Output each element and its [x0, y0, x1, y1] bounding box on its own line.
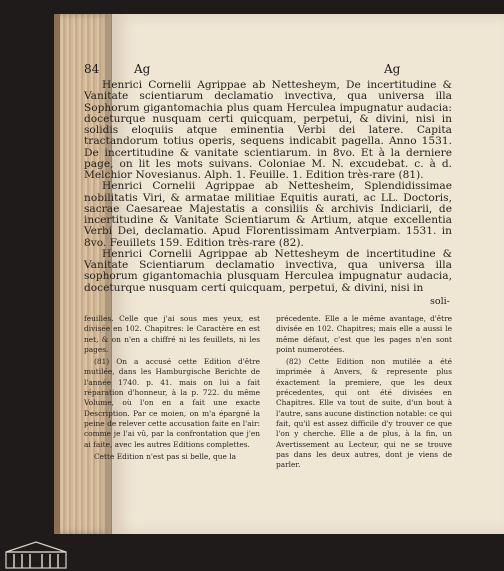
main-text: [84, 80, 452, 294]
running-head: [84, 62, 424, 76]
footnote-paragraph: précedente. Elle a le même avantage, d'être divisée en 102. Chapitres; mais elle a aussi le même défaut, c'est que les pages n'en sont point numerotées.: [276, 314, 452, 354]
running-head-left: Ag: [134, 62, 151, 76]
footnote-paragraph: Cette Edition n'est pas si belle, que la: [94, 451, 237, 461]
entry-paragraph: Henrici Cornelii Agrippae ab Nettesheym, De incertitudine & Vanitate scientiarum declamatio invectiva, qua universa illa Sophorum gigantomachia plus quam Herculea impugnatur audacia: doceturque nusquam certi quicquam, perpetui, & divini, nisi in solidis eloquiis atque eminentia Verbi dei latere. Capita tractandorum totius operis, sequens indicabit pagella. Anno 1531. De incertitudine & vanitate scientiarum. in 8vo. Et à la derniere page, on lit les mots suivans. Coloniae M. N. excudebat. c. à d. Melchior Novesianus. Alph. 1. Feuille. 1. Edition très-rare (81).: [84, 79, 452, 181]
entry-paragraph: Henrici Cornelii Agrippae ab Nettesheym de incertitudine & Vanitate Scientiarum declamatio invectiva, qua universa illa sophorum gigantomachia plusquam Herculea impugnatur audacia, doceturque nusquam certi quicquam, perpetui, & divini, nisi in: [84, 247, 452, 294]
running-head-right: Ag: [384, 62, 401, 76]
entry-paragraph: Henrici Cornelii Agrippae ab Nettesheim, Splendidissimae nobilitatis Viri, & armatae militiae Equitis aurati, ac LL. Doctoris, sacrae Caesareae Majestatis a consiliis & archivis Indiciarii, de incertitudine & Vanitate Scientiarum & Artium, atque excellentia Verbi Dei, declamatio. Apud Florentissimam Antverpiam. 1531. in 8vo. Feuillets 159. Edition très-rare (82).: [84, 180, 452, 249]
footer-strip: [0, 534, 504, 571]
footnote-column-right: [276, 314, 452, 470]
catchword: soli-: [430, 296, 450, 307]
footnote-paragraph: (81) On a accusé cette Edition d'être mutilée, dans les Hamburgische Berichte de l'année 1740. p. 41. mais on lui a fait réparation d'honneur, à la p. 722. du même Volume, où l'on en a fait une exacte Description. Par ce moien, on m'a épargné la peine de relever cette accusation faite en l'air: comme je l'ai vû, par la confrontation que j'en ai faite, avec les autres Editions complettes.: [84, 357, 260, 449]
page-number: 84: [84, 62, 100, 76]
footnote-column-left: [84, 314, 260, 462]
footnote-paragraph: feuilles. Celle que j'ai sous mes yeux, est divisée en 102. Chapitres: le Caractère en est net, & on n'en a chiffré ni les feuillets, ni les pages.: [84, 314, 260, 354]
binding-shadow: [54, 14, 60, 534]
library-building-logo: [4, 540, 68, 570]
footnote-paragraph: (82) Cette Edition non mutilée a été imprimée à Anvers, & represente plus éxactement la premiere, que les deux précedentes, qui ont été divisées en Chapitres. Elle va tout de suite, d'un bout à l'autre, sans aucune distinction notable: ce qui fait, qu'il est assez difficile d'y trouver ce que l'on y cherche. Elle a de plus, à la fin, un Avertissement au Lecteur, qui ne se trouve pas dans les deux autres, dont je viens de parler.: [276, 357, 452, 470]
